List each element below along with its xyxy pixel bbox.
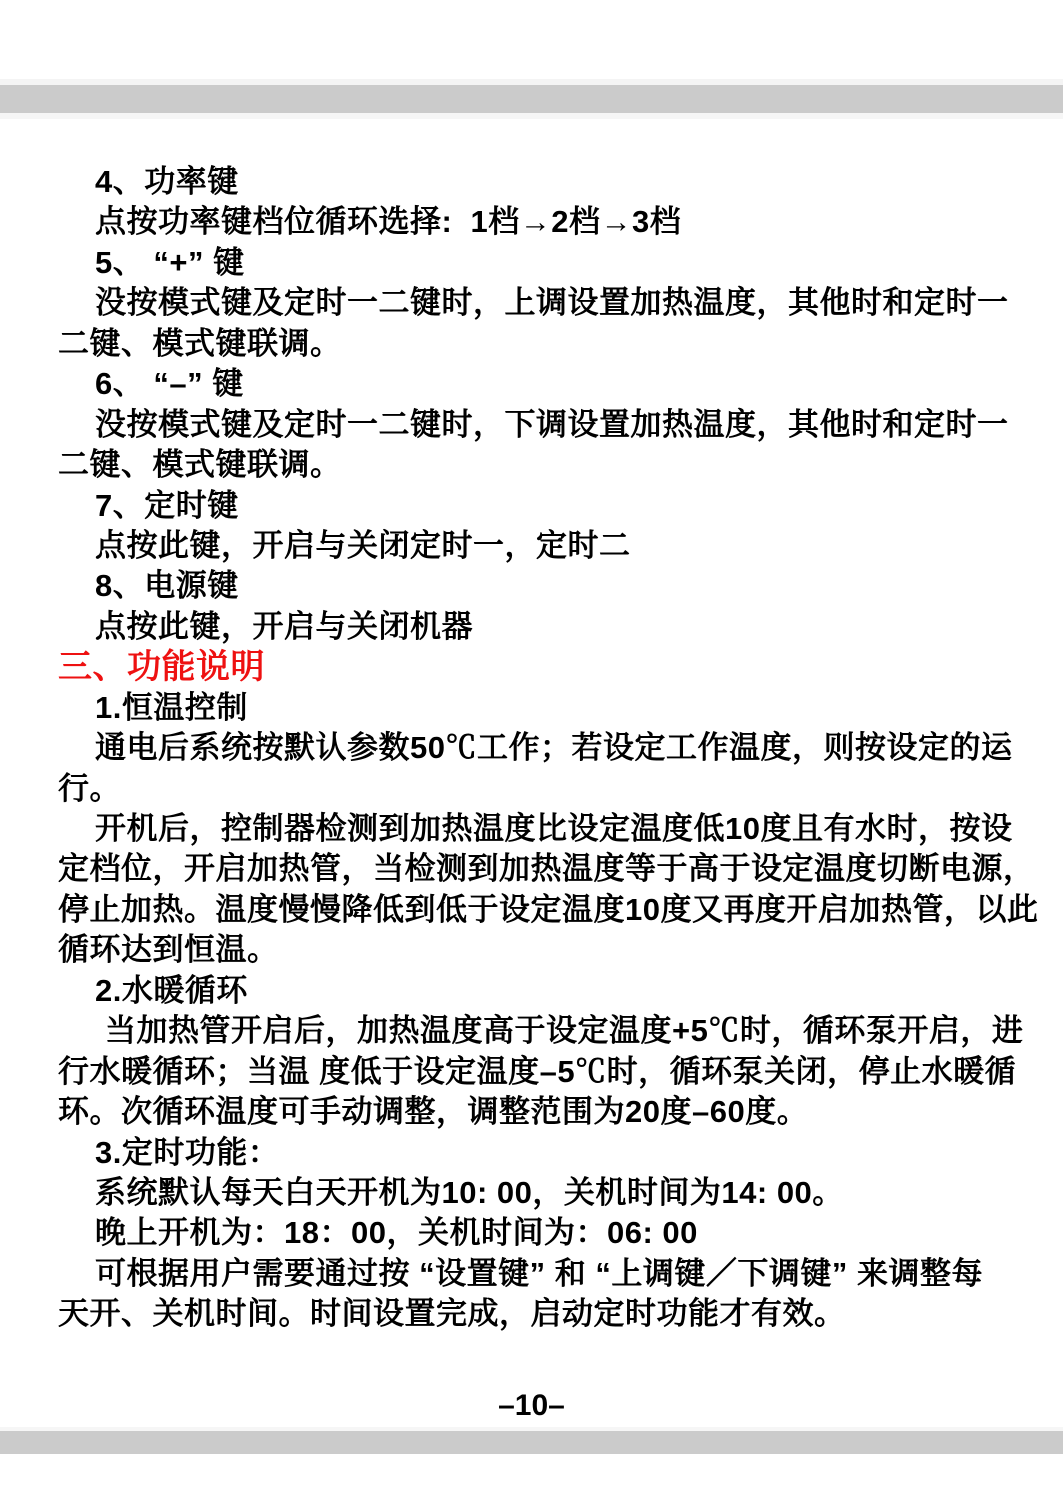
top-divider-bar — [0, 85, 1063, 113]
text-line: 停止加热。温度慢慢降低到低于设定温度10度又再度开启加热管，以此 — [58, 891, 1039, 927]
bottom-divider-bar — [0, 1431, 1063, 1454]
text-line: 环。次循环温度可手动调整，调整范围为20度–60度。 — [58, 1094, 809, 1130]
text-line: 行。 — [58, 770, 121, 806]
text-line: 二键、模式键联调。 — [58, 325, 342, 361]
heading-power-key: 4、功率键 — [95, 164, 239, 199]
heading-timer-function: 3.定时功能： — [95, 1134, 280, 1170]
text-line: 可根据用户需要通过按 “设置键” 和 “上调键／下调键” 来调整每 — [95, 1255, 983, 1291]
text-line: 行水暖循环；当温 度低于设定温度–5℃时，循环泵关闭，停止水暖循 — [58, 1053, 1017, 1089]
text-line: 没按模式键及定时一二键时，下调设置加热温度，其他时和定时一 — [95, 406, 1009, 442]
page-number: –10– — [498, 1389, 565, 1422]
text-line: 点按功率键档位循环选择: 1档→2档→3档 — [95, 204, 682, 240]
text-line: 没按模式键及定时一二键时，上调设置加热温度，其他时和定时一 — [95, 285, 1009, 321]
body-text — [58, 162, 1038, 1335]
text-line: 当加热管开启后，加热温度高于设定温度+5℃时，循环泵开启，进 — [105, 1013, 1024, 1049]
text-line: 二键、模式键联调。 — [58, 447, 342, 483]
text-line: 循环达到恒温。 — [58, 932, 279, 968]
text-line: 点按此键，开启与关闭定时一，定时二 — [95, 527, 631, 563]
text-line: 系统默认每天白天开机为10: 00，关机时间为14: 00。 — [95, 1174, 844, 1210]
text-line: 天开、关机时间。时间设置完成，启动定时功能才有效。 — [58, 1296, 846, 1332]
text-line: 晚上开机为：18：00，关机时间为：06: 00 — [95, 1215, 698, 1251]
text-line: 通电后系统按默认参数50℃工作；若设定工作温度，则按设定的运 — [95, 730, 1013, 766]
heading-power-switch-key: 8、电源键 — [95, 568, 239, 604]
text-line: 开机后，控制器检测到加热温度比设定温度低10度且有水时，按设 — [95, 811, 1013, 846]
text-line: 点按此键，开启与关闭机器 — [95, 608, 473, 644]
section-heading-functions: 三、功能说明 — [58, 648, 265, 687]
heading-thermostat: 1.恒温控制 — [95, 689, 248, 725]
heading-timer-key: 7、定时键 — [95, 487, 239, 523]
heading-minus-key: 6、 “–” 键 — [95, 366, 244, 402]
text-line: 定档位，开启加热管，当检测到加热温度等于高于设定温度切断电源， — [58, 851, 1035, 887]
heading-water-circulation: 2.水暖循环 — [95, 972, 248, 1008]
heading-plus-key: 5、 “+” 键 — [95, 244, 245, 280]
